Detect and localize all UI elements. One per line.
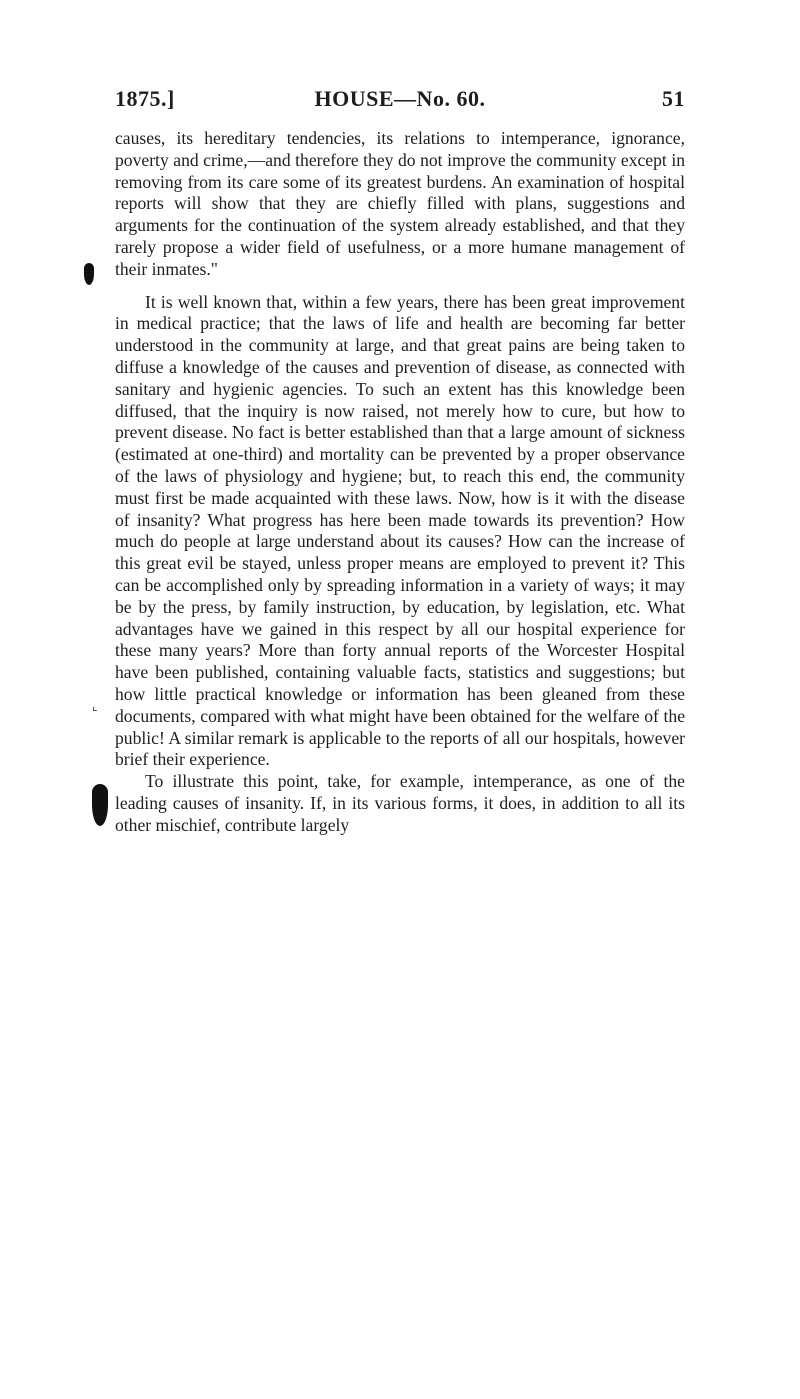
paragraph: To illustrate this point, take, for example, intemperance, as one of the leading causes of insanity. If, in its various forms, it does, in addition to all its other mischief, contribute largely bbox=[115, 771, 685, 835]
running-header bbox=[115, 86, 685, 118]
ink-blot-mark bbox=[84, 263, 94, 285]
margin-tick-mark: ⌞ bbox=[92, 699, 98, 713]
page-number: 51 bbox=[662, 86, 685, 111]
ink-blot-mark bbox=[92, 784, 108, 826]
paragraph-continued: causes, its hereditary tendencies, its relations to intemperance, ignorance, poverty and crime,—and therefore they do not improve the community except in removing from its care some of its greatest burdens. An examination of hospital reports will show that they are chiefly filled with plans, suggestions and arguments for the continuation of the system already established, and that they rarely propose a wider field of usefulness, or a more humane management of their inmates." bbox=[115, 128, 685, 279]
header-year: 1875.] bbox=[115, 86, 175, 111]
header-document-number: HOUSE—No. 60. bbox=[314, 86, 486, 111]
paragraph: It is well known that, within a few years, there has been great improvement in medical practice; that the laws of life and health are becoming far better understood in the community at large, and that great pains are being taken to diffuse a knowledge of the causes and prevention of disease, as connected with sanitary and hygienic agencies. To such an extent has this knowledge been diffused, that the inquiry is now raised, not merely how to cure, but how to prevent disease. No fact is better established than that a large amount of sickness (estimated at one-third) and mortality can be prevented by a proper observance of the laws of physiology and hygiene; but, to reach this end, the community must first be made acquainted with these laws. Now, how is it with the disease of insanity? What progress has here been made towards its prevention? How much do people at large understand about its causes? How can the increase of this great evil be stayed, unless proper means are employed to prevent it? This can be accomplished only by spreading information in a variety of ways; it may be by the press, by family instruction, by education, by legislation, etc. What advantages have we gained in this respect by all our hospital experience for these many years? More than forty annual reports of the Worcester Hospital have been published, containing valuable facts, statistics and suggestions; but how little practical knowledge or information has been gleaned from these documents, compared with what might have been obtained for the welfare of the public! A similar remark is applicable to the reports of all our hospitals, however brief their experience. bbox=[115, 291, 685, 770]
body-text bbox=[115, 128, 685, 837]
